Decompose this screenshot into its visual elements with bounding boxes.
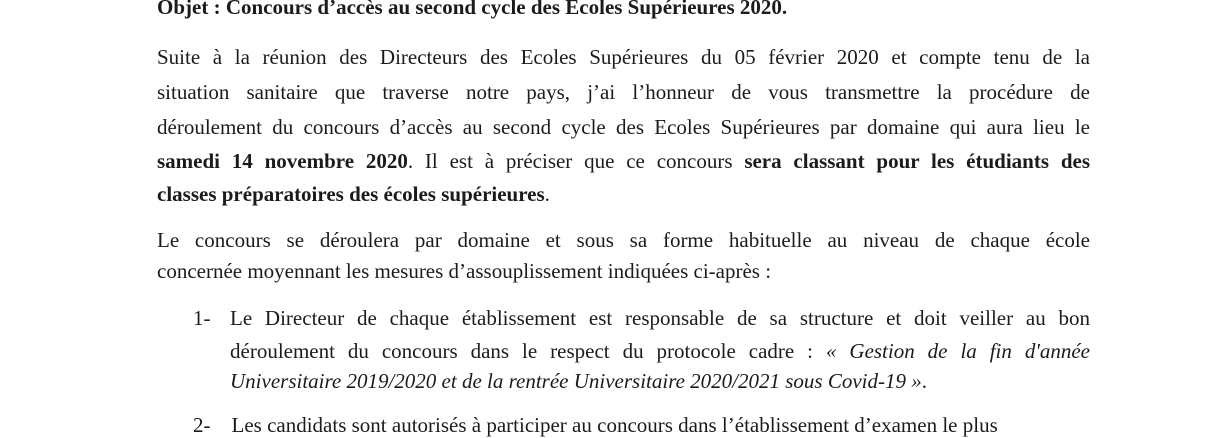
para1-line5-end: . [544, 182, 550, 206]
item1-line3-italic: Universitaire 2019/2020 et de la rentrée Universitaire 2020/2021 sous Covid-19 » [230, 369, 922, 393]
para2-line1: Le concours se déroulera par domaine et sous sa forme habituelle au niveau de chaque école [157, 228, 1090, 252]
item2-partial-line [193, 412, 1093, 438]
item1-number: 1- [193, 306, 211, 330]
exam-date: samedi 14 novembre 2020 [157, 149, 408, 173]
para1-line5-bold: classes préparatoires des écoles supérieures [157, 182, 545, 206]
item1-line2 [230, 338, 1090, 364]
item1-line3 [230, 368, 1090, 394]
para1-line4-mid: . Il est à préciser que ce concours [407, 149, 745, 173]
item2-text: Les candidats sont autorisés à participer au concours dans l’établissement d’examen le plus [231, 413, 998, 437]
para1-line3: déroulement du concours d’accès au second cycle des Ecoles Supérieures par domaine qui aura lieu le [157, 115, 1090, 139]
para1-line4-bold: sera classant pour les étudiants des [744, 149, 1091, 173]
para1-line2: situation sanitaire que traverse notre pays, j’ai l’honneur de vous transmettre la procédure de [157, 80, 1090, 104]
para1-line1: Suite à la réunion des Directeurs des Ecoles Supérieures du 05 février 2020 et compte tenu de la [157, 45, 1090, 69]
subject-line: Objet : Concours d’accès au second cycle des Ecoles Supérieures 2020. [157, 0, 788, 19]
para1-line5 [157, 181, 1090, 207]
item2-number: 2- [193, 413, 211, 437]
item1-line2-italic: « Gestion de la fin d'année [825, 339, 1090, 363]
item1-line3-end: . [921, 369, 927, 393]
item1-line1: Le Directeur de chaque établissement est responsable de sa structure et doit veiller au bon [230, 306, 1090, 330]
item1-line2-text: déroulement du concours dans le respect du protocole cadre : [230, 339, 826, 363]
para2-line2: concernée moyennant les mesures d’assouplissement indiquées ci-après : [157, 259, 772, 283]
para1-line4 [157, 148, 1090, 174]
